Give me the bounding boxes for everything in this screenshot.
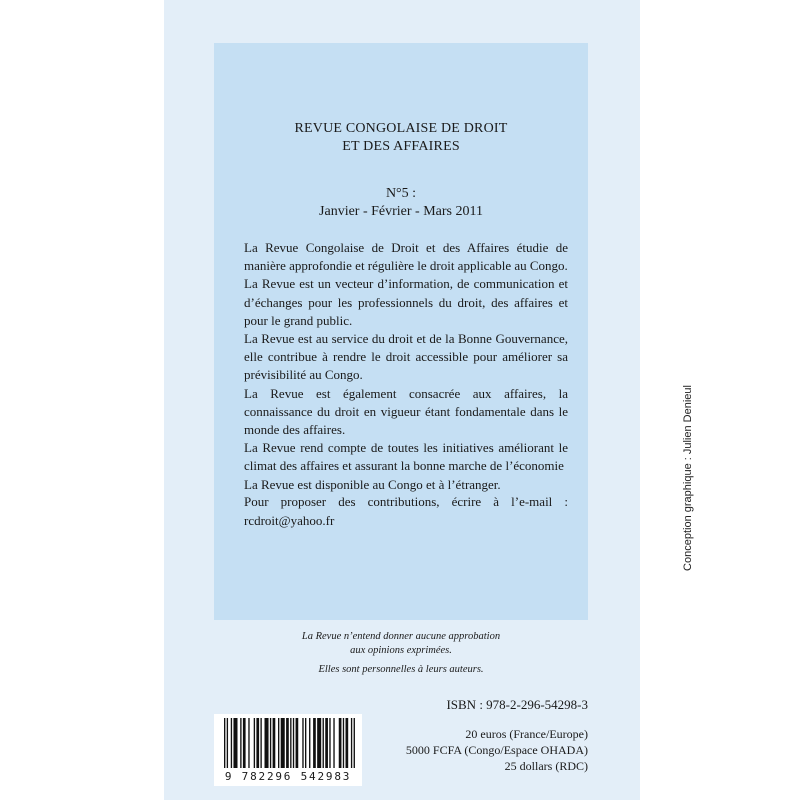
barcode-bars [214, 714, 362, 770]
description-paragraph: La Revue est également consacrée aux affaires, la connaissance du droit en vigueur étant fondamentale dans le monde des affaires. [244, 385, 568, 438]
description-paragraph: La Revue est disponible au Congo et à l’étranger. [244, 476, 501, 492]
disclaimer [214, 630, 588, 677]
price-europe: 20 euros (France/Europe) [465, 727, 588, 741]
description-paragraph: La Revue rend compte de toutes les initiatives améliorant le climat des affaires et assurant la bonne marche de l’économie [244, 440, 568, 474]
barcode-bar [231, 718, 232, 768]
description-paragraph: La Revue Congolaise de Droit et des Affaires étudie de manière approfondie et régulière le droit applicable au Congo. [244, 240, 568, 274]
barcode-bar [293, 718, 294, 768]
barcode-bar [313, 718, 316, 768]
prices [406, 726, 588, 774]
text-panel [214, 43, 588, 620]
price-rdc: 25 dollars (RDC) [504, 759, 588, 773]
barcode-bar [270, 718, 271, 768]
issue-period: Janvier - Février - Mars 2011 [319, 204, 483, 219]
disclaimer-line-1: La Revue n’entend donner aucune approbation [301, 631, 501, 642]
barcode-bar [354, 718, 355, 768]
barcode-bar [224, 718, 225, 768]
barcode-bar [243, 718, 246, 768]
description-paragraph: La Revue est un vecteur d’information, de communication et d’échanges pour les professionnels du droit, des affaires et pour le grand public. [244, 276, 568, 328]
barcode-bar [240, 718, 241, 768]
journal-title-line-1: REVUE CONGOLAISE DE DROIT [294, 121, 508, 136]
contact-prompt: Pour proposer des contributions, écrire à l’e-mail : [244, 494, 568, 509]
disclaimer-line-3: Elles sont personnelles à leurs auteurs. [318, 664, 484, 675]
barcode-bar [339, 718, 342, 768]
barcode-bar [302, 718, 303, 768]
barcode-bar [305, 718, 306, 768]
contact-email: rcdroit@yahoo.fr [244, 512, 335, 528]
barcode-bar [248, 718, 249, 768]
journal-title [214, 120, 588, 156]
barcode-bar [286, 718, 289, 768]
barcode-bar [343, 718, 344, 768]
barcode-bar [254, 718, 255, 768]
issue-number: N°5 : [385, 186, 417, 201]
barcode-bar [323, 718, 324, 768]
barcode-bar [296, 718, 299, 768]
price-ohada: 5000 FCFA (Congo/Espace OHADA) [405, 743, 588, 757]
barcode-bar [309, 718, 310, 768]
barcode-bar [260, 718, 261, 768]
barcode-bar [346, 718, 349, 768]
disclaimer-line-2: aux opinions exprimées. [350, 645, 452, 656]
description-paragraph: La Revue est au service du droit et de la Bonne Gouvernance, elle contribue à rendre le droit accessible pour améliorer sa prévisibilité au Congo. [244, 331, 568, 383]
contact-info [244, 493, 568, 530]
issue-info [214, 185, 588, 221]
barcode-bar [233, 718, 237, 768]
barcode-bar [281, 718, 285, 768]
journal-title-line-2: ET DES AFFAIRES [342, 139, 460, 154]
barcode-bar [325, 718, 328, 768]
barcode-bar [278, 718, 279, 768]
barcode-bar [227, 718, 228, 768]
barcode-bar [333, 718, 334, 768]
barcode-bar [317, 718, 321, 768]
design-credit: Conception graphique : Julien Denieul [682, 385, 694, 571]
barcode-bar [329, 718, 330, 768]
barcode-bar [265, 718, 269, 768]
barcode [214, 714, 362, 786]
barcode-bar [273, 718, 276, 768]
isbn: ISBN : 978-2-296-54298-3 [446, 697, 588, 712]
barcode-number: 9 782296 542983 [224, 770, 352, 783]
barcode-bar [290, 718, 291, 768]
barcode-bar [351, 718, 352, 768]
description [244, 239, 568, 494]
barcode-bar [256, 718, 259, 768]
